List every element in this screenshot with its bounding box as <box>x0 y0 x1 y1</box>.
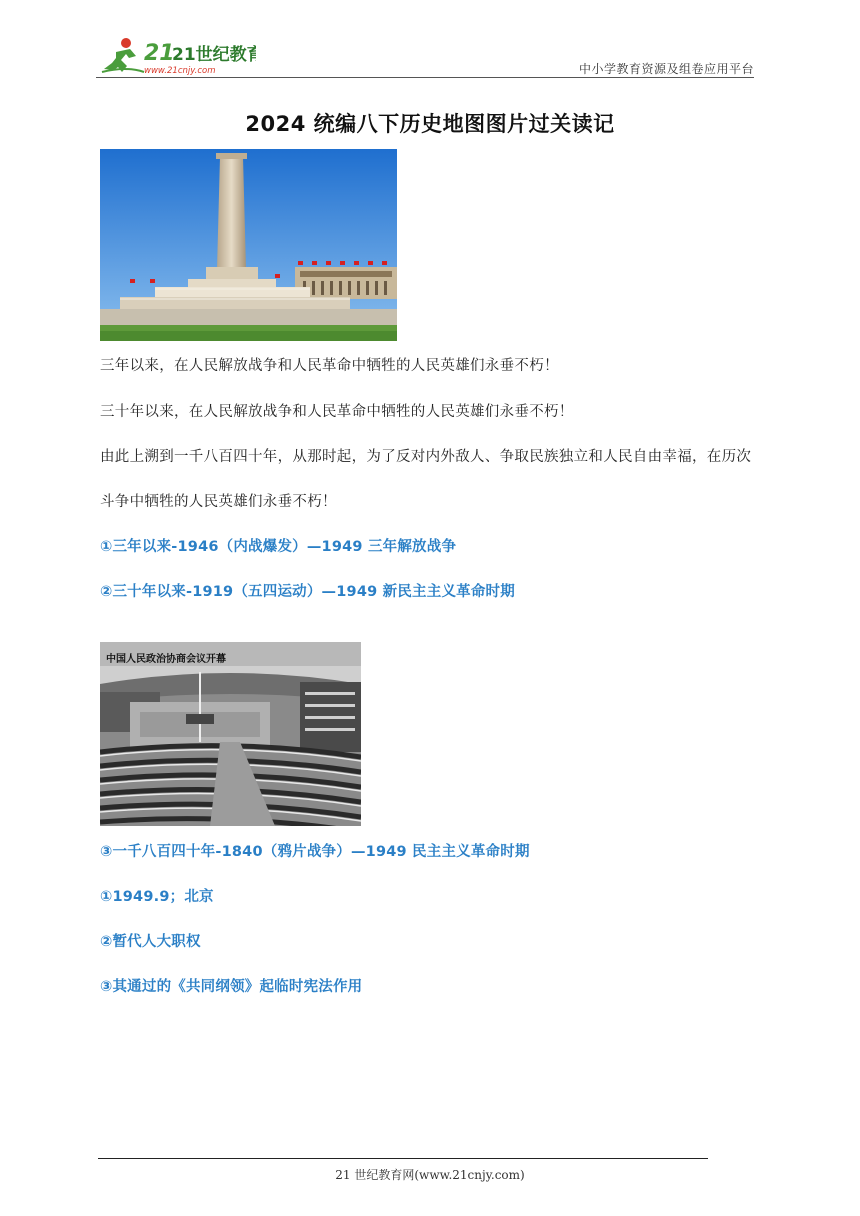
logo-text: 21世纪教育 <box>172 45 256 65</box>
note-3: ③一千八百四十年-1840（鸦片战争）—1949 民主主义革命时期 <box>100 844 530 860</box>
monument-photo <box>100 149 397 341</box>
svg-text:21: 21 <box>144 41 175 66</box>
paragraph-1: 三年以来，在人民解放战争和人民革命中牺牲的人民英雄们永垂不朽！ <box>100 358 559 374</box>
note-1: ①三年以来-1946（内战爆发）—1949 三年解放战争 <box>100 539 457 555</box>
header-platform-text: 中小学教育资源及组卷应用平台 <box>578 62 754 76</box>
note-6: ③其通过的《共同纲领》起临时宪法作用 <box>100 979 363 995</box>
footer-divider <box>98 1158 708 1159</box>
paragraph-3: 由此上溯到一千八百四十年，从那时起，为了反对内外敌人、争取民族独立和人民自由幸福，在历次 <box>100 449 752 465</box>
photo-banner-text: 中国人民政治协商会议开幕 <box>106 654 226 665</box>
paragraph-4: 斗争中牺牲的人民英雄们永垂不朽！ <box>100 494 337 510</box>
page-title: 2024 统编八下历史地图图片过关读记 <box>245 112 615 136</box>
runner-logo-icon <box>96 36 256 78</box>
logo-url: www.21cnjy.com <box>144 66 216 76</box>
site-logo <box>96 36 256 78</box>
header-divider <box>96 77 754 78</box>
note-4: ①1949.9；北京 <box>100 889 214 905</box>
footer-text: 21 世纪教育网(www.21cnjy.com) <box>335 1168 525 1182</box>
paragraph-2: 三十年以来，在人民解放战争和人民革命中牺牲的人民英雄们永垂不朽！ <box>100 404 574 420</box>
note-5: ②暂代人大职权 <box>100 934 201 950</box>
note-2: ②三十年以来-1919（五四运动）—1949 新民主主义革命时期 <box>100 584 515 600</box>
cppcc-session-photo <box>100 642 361 826</box>
